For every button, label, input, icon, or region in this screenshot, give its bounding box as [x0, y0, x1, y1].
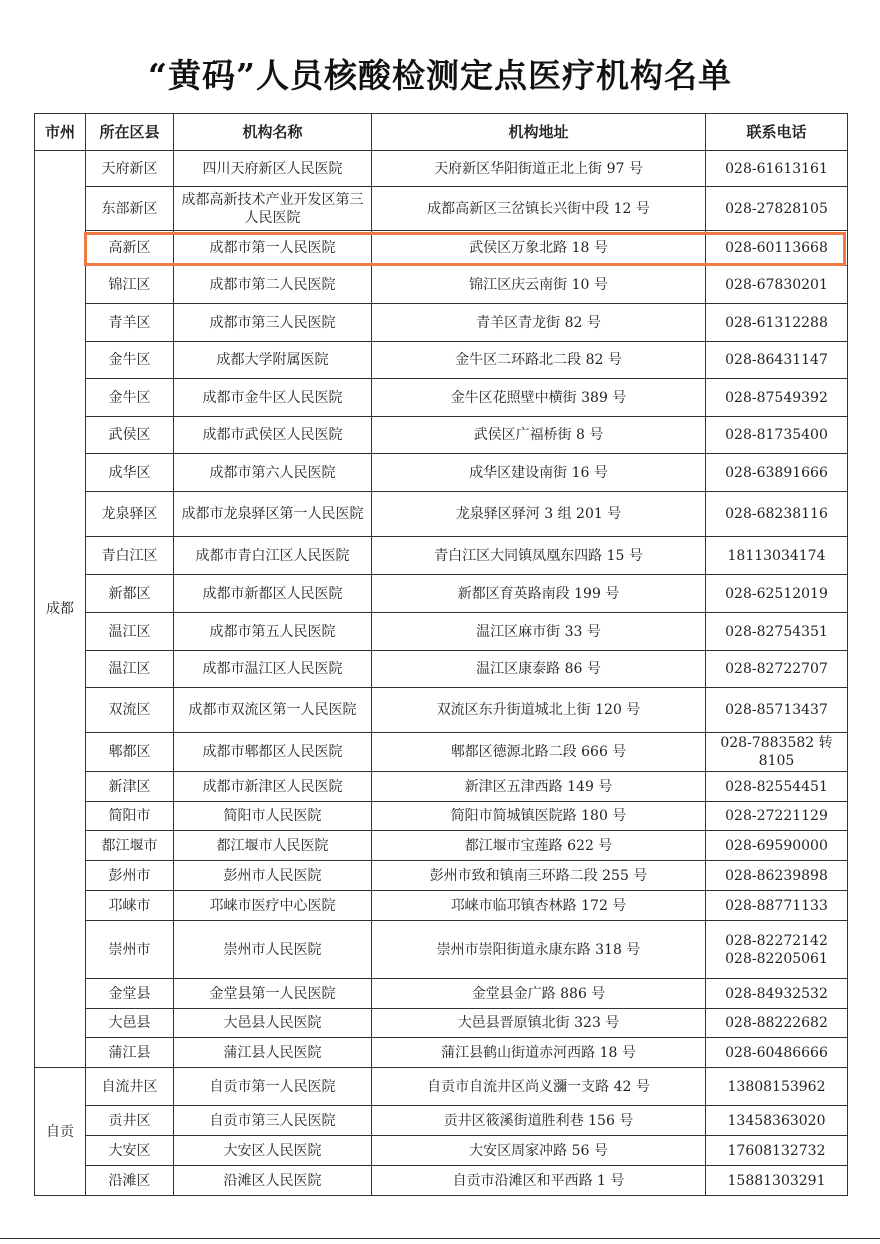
cell-district: 邛崃市 — [86, 891, 174, 921]
cell-phone: 028-82754351 — [706, 613, 848, 651]
cell-phone: 028-61312288 — [706, 304, 848, 342]
cell-phone: 028-85713437 — [706, 688, 848, 733]
cell-institution-address: 龙泉驿区驿河 3 组 201 号 — [372, 492, 706, 537]
table-row — [35, 537, 848, 575]
cell-district: 温江区 — [86, 613, 174, 651]
table-row — [35, 861, 848, 891]
header-institution-name: 机构名称 — [174, 114, 372, 151]
table-row — [35, 342, 848, 379]
cell-institution-name: 成都市第五人民医院 — [174, 613, 372, 651]
cell-district: 都江堰市 — [86, 831, 174, 861]
cell-phone: 028-82554451 — [706, 772, 848, 802]
table-row — [35, 891, 848, 921]
cell-institution-name: 成都高新技术产业开发区第三人民医院 — [174, 187, 372, 231]
cell-district: 蒲江县 — [86, 1038, 174, 1068]
cell-institution-address: 大安区周家冲路 56 号 — [372, 1136, 706, 1166]
page-title: “黄码”人员核酸检测定点医疗机构名单 — [148, 56, 732, 95]
table-row — [35, 231, 848, 266]
cell-phone: 028-69590000 — [706, 831, 848, 861]
cell-institution-address: 简阳市简城镇医院路 180 号 — [372, 802, 706, 831]
cell-district: 大邑县 — [86, 1009, 174, 1038]
cell-institution-name: 大安区人民医院 — [174, 1136, 372, 1166]
header-district: 所在区县 — [86, 114, 174, 151]
cell-phone: 028-82722707 — [706, 651, 848, 688]
cell-institution-address: 武侯区广福桥街 8 号 — [372, 417, 706, 454]
cell-institution-address: 温江区康泰路 86 号 — [372, 651, 706, 688]
cell-institution-address: 金牛区二环路北二段 82 号 — [372, 342, 706, 379]
cell-institution-name: 金堂县第一人民医院 — [174, 979, 372, 1009]
cell-institution-name: 简阳市人民医院 — [174, 802, 372, 831]
cell-phone: 028-27221129 — [706, 802, 848, 831]
cell-phone: 028-27828105 — [706, 187, 848, 231]
cell-phone: 028-60486666 — [706, 1038, 848, 1068]
cell-institution-address: 青羊区青龙街 82 号 — [372, 304, 706, 342]
cell-institution-address: 温江区麻市街 33 号 — [372, 613, 706, 651]
cell-institution-address: 成都高新区三岔镇长兴街中段 12 号 — [372, 187, 706, 231]
table-row — [35, 688, 848, 733]
table-row — [35, 733, 848, 772]
bottom-rule — [0, 1238, 880, 1239]
cell-institution-name: 成都市青白江区人民医院 — [174, 537, 372, 575]
cell-phone: 18113034174 — [706, 537, 848, 575]
table-row — [35, 1106, 848, 1136]
cell-district: 金堂县 — [86, 979, 174, 1009]
cell-district: 贡井区 — [86, 1106, 174, 1136]
cell-city: 成都 — [35, 151, 86, 1068]
table-row — [35, 772, 848, 802]
cell-institution-address: 彭州市致和镇南三环路二段 255 号 — [372, 861, 706, 891]
cell-institution-address: 双流区东升街道城北上街 120 号 — [372, 688, 706, 733]
cell-district: 天府新区 — [86, 151, 174, 187]
cell-phone: 028-82272142 028-82205061 — [706, 921, 848, 979]
cell-institution-name: 自贡市第一人民医院 — [174, 1068, 372, 1106]
cell-institution-name: 成都大学附属医院 — [174, 342, 372, 379]
cell-phone: 028-87549392 — [706, 379, 848, 417]
table-row — [35, 187, 848, 231]
cell-district: 武侯区 — [86, 417, 174, 454]
table-row — [35, 575, 848, 613]
table-row — [35, 921, 848, 979]
cell-institution-address: 金牛区花照壁中横街 389 号 — [372, 379, 706, 417]
table-row — [35, 831, 848, 861]
cell-district: 彭州市 — [86, 861, 174, 891]
cell-institution-name: 崇州市人民医院 — [174, 921, 372, 979]
cell-district: 崇州市 — [86, 921, 174, 979]
cell-district: 大安区 — [86, 1136, 174, 1166]
cell-phone: 028-62512019 — [706, 575, 848, 613]
table-row — [35, 492, 848, 537]
cell-district: 温江区 — [86, 651, 174, 688]
cell-district: 东部新区 — [86, 187, 174, 231]
cell-phone: 028-84932532 — [706, 979, 848, 1009]
table-row — [35, 151, 848, 187]
cell-district: 沿滩区 — [86, 1166, 174, 1196]
cell-institution-address: 都江堰市宝莲路 622 号 — [372, 831, 706, 861]
cell-district: 高新区 — [86, 231, 174, 266]
cell-institution-address: 蒲江县鹤山街道赤河西路 18 号 — [372, 1038, 706, 1068]
cell-district: 锦江区 — [86, 266, 174, 304]
cell-district: 新津区 — [86, 772, 174, 802]
cell-phone: 028-7883582 转 8105 — [706, 733, 848, 772]
cell-phone: 17608132732 — [706, 1136, 848, 1166]
cell-institution-address: 自贡市自流井区尚义瀰一支路 42 号 — [372, 1068, 706, 1106]
table-body — [35, 151, 848, 1196]
table-row — [35, 613, 848, 651]
cell-phone: 028-63891666 — [706, 454, 848, 492]
cell-institution-address: 郫都区德源北路二段 666 号 — [372, 733, 706, 772]
cell-institution-name: 成都市第三人民医院 — [174, 304, 372, 342]
cell-phone: 028-81735400 — [706, 417, 848, 454]
cell-institution-address: 锦江区庆云南街 10 号 — [372, 266, 706, 304]
cell-district: 金牛区 — [86, 379, 174, 417]
table-row — [35, 379, 848, 417]
cell-phone: 028-88222682 — [706, 1009, 848, 1038]
hospital-table — [34, 113, 848, 1196]
cell-institution-address: 成华区建设南街 16 号 — [372, 454, 706, 492]
cell-institution-name: 成都市龙泉驿区第一人民医院 — [174, 492, 372, 537]
table-row — [35, 802, 848, 831]
cell-district: 新都区 — [86, 575, 174, 613]
cell-institution-name: 都江堰市人民医院 — [174, 831, 372, 861]
cell-phone: 13808153962 — [706, 1068, 848, 1106]
cell-institution-name: 邛崃市医疗中心医院 — [174, 891, 372, 921]
cell-institution-name: 自贡市第三人民医院 — [174, 1106, 372, 1136]
table-row — [35, 1068, 848, 1106]
cell-phone: 028-68238116 — [706, 492, 848, 537]
cell-institution-address: 自贡市沿滩区和平西路 1 号 — [372, 1166, 706, 1196]
cell-district: 成华区 — [86, 454, 174, 492]
cell-phone: 15881303291 — [706, 1166, 848, 1196]
table-row — [35, 1136, 848, 1166]
cell-institution-name: 成都市温江区人民医院 — [174, 651, 372, 688]
header-city: 市州 — [35, 114, 86, 151]
cell-institution-address: 天府新区华阳街道正北上街 97 号 — [372, 151, 706, 187]
cell-institution-name: 成都市第一人民医院 — [174, 231, 372, 266]
cell-phone: 028-61613161 — [706, 151, 848, 187]
cell-phone: 028-60113668 — [706, 231, 848, 266]
cell-institution-address: 新津区五津西路 149 号 — [372, 772, 706, 802]
cell-phone: 13458363020 — [706, 1106, 848, 1136]
cell-institution-name: 四川天府新区人民医院 — [174, 151, 372, 187]
cell-institution-name: 成都市第二人民医院 — [174, 266, 372, 304]
table-row — [35, 979, 848, 1009]
table-row — [35, 417, 848, 454]
cell-district: 郫都区 — [86, 733, 174, 772]
cell-institution-name: 成都市郫都区人民医院 — [174, 733, 372, 772]
cell-phone: 028-86239898 — [706, 861, 848, 891]
cell-institution-name: 彭州市人民医院 — [174, 861, 372, 891]
cell-phone: 028-67830201 — [706, 266, 848, 304]
cell-institution-address: 大邑县晋原镇北街 323 号 — [372, 1009, 706, 1038]
table-row — [35, 1009, 848, 1038]
cell-institution-name: 大邑县人民医院 — [174, 1009, 372, 1038]
table-row — [35, 1038, 848, 1068]
cell-institution-name: 成都市武侯区人民医院 — [174, 417, 372, 454]
table-row — [35, 266, 848, 304]
table-row — [35, 651, 848, 688]
cell-institution-address: 崇州市崇阳街道永康东路 318 号 — [372, 921, 706, 979]
table-row — [35, 454, 848, 492]
header-phone: 联系电话 — [706, 114, 848, 151]
cell-institution-address: 邛崃市临邛镇杏林路 172 号 — [372, 891, 706, 921]
header-institution-address: 机构地址 — [372, 114, 706, 151]
cell-institution-name: 成都市金牛区人民医院 — [174, 379, 372, 417]
cell-district: 青白江区 — [86, 537, 174, 575]
cell-institution-address: 青白江区大同镇凤凰东四路 15 号 — [372, 537, 706, 575]
cell-district: 青羊区 — [86, 304, 174, 342]
cell-district: 双流区 — [86, 688, 174, 733]
cell-district: 金牛区 — [86, 342, 174, 379]
cell-district: 龙泉驿区 — [86, 492, 174, 537]
cell-institution-name: 成都市新都区人民医院 — [174, 575, 372, 613]
cell-phone: 028-86431147 — [706, 342, 848, 379]
cell-institution-address: 金堂县金广路 886 号 — [372, 979, 706, 1009]
cell-institution-address: 武侯区万象北路 18 号 — [372, 231, 706, 266]
table-row — [35, 1166, 848, 1196]
cell-institution-name: 沿滩区人民医院 — [174, 1166, 372, 1196]
cell-institution-name: 成都市第六人民医院 — [174, 454, 372, 492]
cell-district: 简阳市 — [86, 802, 174, 831]
cell-district: 自流井区 — [86, 1068, 174, 1106]
cell-institution-name: 成都市新津区人民医院 — [174, 772, 372, 802]
cell-phone: 028-88771133 — [706, 891, 848, 921]
table-header-row — [35, 114, 848, 151]
cell-institution-address: 贡井区筱溪街道胜利巷 156 号 — [372, 1106, 706, 1136]
cell-institution-name: 蒲江县人民医院 — [174, 1038, 372, 1068]
cell-institution-address: 新都区育英路南段 199 号 — [372, 575, 706, 613]
cell-city: 自贡 — [35, 1068, 86, 1196]
table-row — [35, 304, 848, 342]
cell-institution-name: 成都市双流区第一人民医院 — [174, 688, 372, 733]
